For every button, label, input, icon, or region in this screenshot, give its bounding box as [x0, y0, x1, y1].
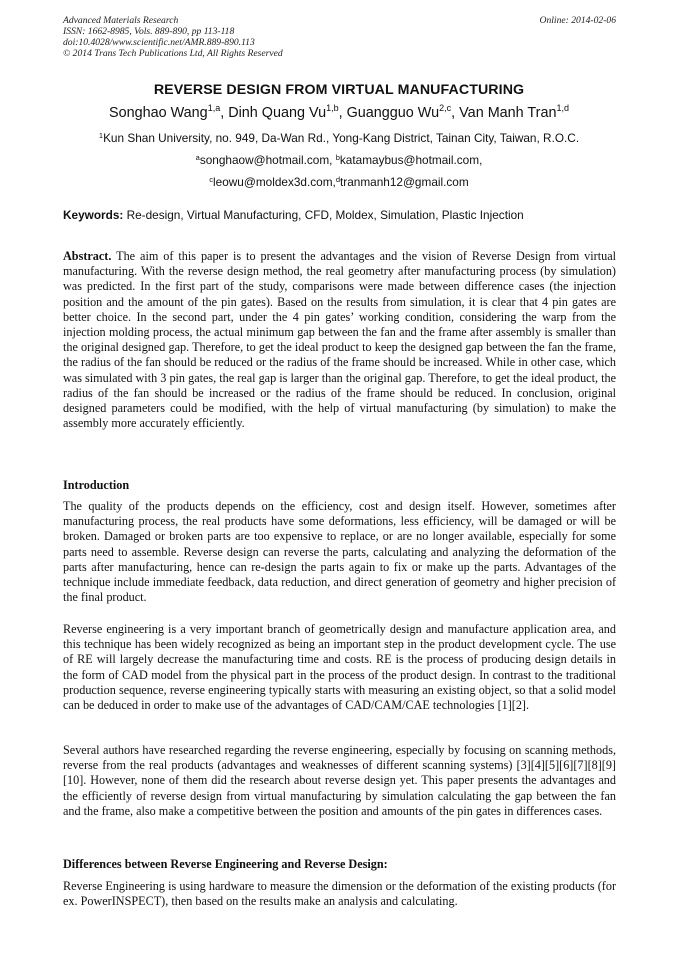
abstract-text: The aim of this paper is to present the advantages and the vision of Reverse Design from virtual manufacturing. With the reverse design method, the real geometry after manufacturing process (by simulation) was predicted. In the first part of the study, comparisons were made between difference cases (the injection position and the amount of the pin gates). Based on the results from simulation, it is clear that 4 pin gates are better choice. In the second part, under the 4 pin gates’ working condition, considering the warp from the injection molding process, the actual minimum gap between the fan and the frame after assembly is smaller than the original designed gap. Therefore, to get the ideal product to keep the designed gap between the fan the frame, the radius of the fan should be reduced or the radius of the frame should be increased. While in other case, which was simulated with 3 pin gates, the real gap is larger than the original gap. Therefore, to get the ideal product, the radius of the fan should be increased or the radius of the frame should be reduced. In conclusion, original designed parameters could be modified, with the help of virtual manufacturing (by simulation) to make the assembly more accurately efficiently.	[63, 249, 616, 431]
journal-header	[63, 15, 616, 59]
intro-paragraph: Reverse engineering is a very important branch of geometrically design and manufacture application area, and this technique has been widely recognized as being an important step in the product development cycle. The use of RE will largely decrease the manufacturing time and costs. RE is the process of producing design details in the form of CAD model from the physical part in the process of the product design. In contrast to the traditional production sequence, reverse engineering typically starts with measuring an existing object, so that a solid model can be deduced in order to make use of the advantages of CAD/CAM/CAE technologies [1][2].	[63, 622, 616, 713]
paper-title: REVERSE DESIGN FROM VIRTUAL MANUFACTURING	[153, 82, 525, 98]
author: Dinh Quang Vu$^{1,b}$,	[228, 103, 347, 121]
author: Guangguo Wu$^{2,c}$,	[346, 103, 460, 121]
keywords-label: Keywords:	[63, 208, 124, 222]
email-b: katamaybus@hotmail.com,	[339, 153, 483, 167]
intro-paragraph: Several authors have researched regarding the reverse engineering, especially by focusing on scanning methods, reverse from the real products (advantages and weaknesses of different scanning systems) [3][4][5][6][7][8][9][10]. However, none of them did the research about reverse design yet. This paper presents the advantages and the efficiently of reverse design from virtual manufacturing by simulation calculating the gap between the fan and the frame, also make a competitive between the position and amounts of the pin gates in differences cases.	[63, 743, 616, 818]
keywords-text: Re-design, Virtual Manufacturing, CFD, Moldex, Simulation, Plastic Injection	[123, 208, 524, 222]
email-d: tranmanh12@gmail.com	[340, 175, 469, 189]
email-a: songhaow@hotmail.com,	[199, 153, 336, 167]
author: Songhao Wang$^{1,a}$,	[109, 103, 229, 121]
abstract	[63, 249, 616, 431]
journal-name: Advanced Materials Research	[63, 15, 179, 26]
introduction-heading: Introduction	[63, 478, 130, 492]
author-list	[0, 105, 678, 121]
keywords	[63, 208, 623, 222]
doi-line: doi:10.4028/www.scientific.net/AMR.889-890.113	[63, 37, 255, 48]
abstract-label: Abstract.	[63, 249, 112, 263]
intro-paragraph: The quality of the products depends on the efficiency, cost and design itself. However, sometimes after manufacturing process, the real products have some deformations, less efficiency, will be damaged or will be broken. Damaged or broken parts are too expensive to replace, or are no longer available, especially for some parts need to assemble. Reverse design can reverse the parts, calculating and analyzing the deformation of the parts after manufacturing, hence can re-design the parts again to fix or make up the parts. Advantages of the technique include immediate feedback, data reduction, and direct generation of geometry and higher precision of the final product.	[63, 499, 616, 605]
email-c: leowu@moldex3d.com,	[213, 175, 336, 189]
affiliation: $^1$Kun Shan University, no. 949, Da-Wan Rd., Yong-Kang District, Tainan City, Taiwan, R.O.C.	[98, 131, 580, 145]
email-line-2: $^c$leowu@moldex3d.com,$^d$tranmanh12@gmail.com	[209, 175, 469, 189]
differences-heading: Differences between Reverse Engineering and Reverse Design:	[63, 857, 388, 871]
copyright-line: © 2014 Trans Tech Publications Ltd, All Rights Reserved	[63, 48, 283, 59]
issn-line: ISSN: 1662-8985, Vols. 889-890, pp 113-118	[63, 26, 235, 37]
author: Van Manh Tran$^{1,d}$	[459, 103, 569, 121]
differences-paragraph: Reverse Engineering is using hardware to measure the dimension or the deformation of the existing products (for ex. PowerINSPECT), then based on the results make an analysis and calculating.	[63, 879, 616, 909]
email-line-1: $^a$songhaow@hotmail.com, $^b$katamaybus@hotmail.com,	[195, 153, 483, 167]
online-date: Online: 2014-02-06	[539, 15, 616, 26]
